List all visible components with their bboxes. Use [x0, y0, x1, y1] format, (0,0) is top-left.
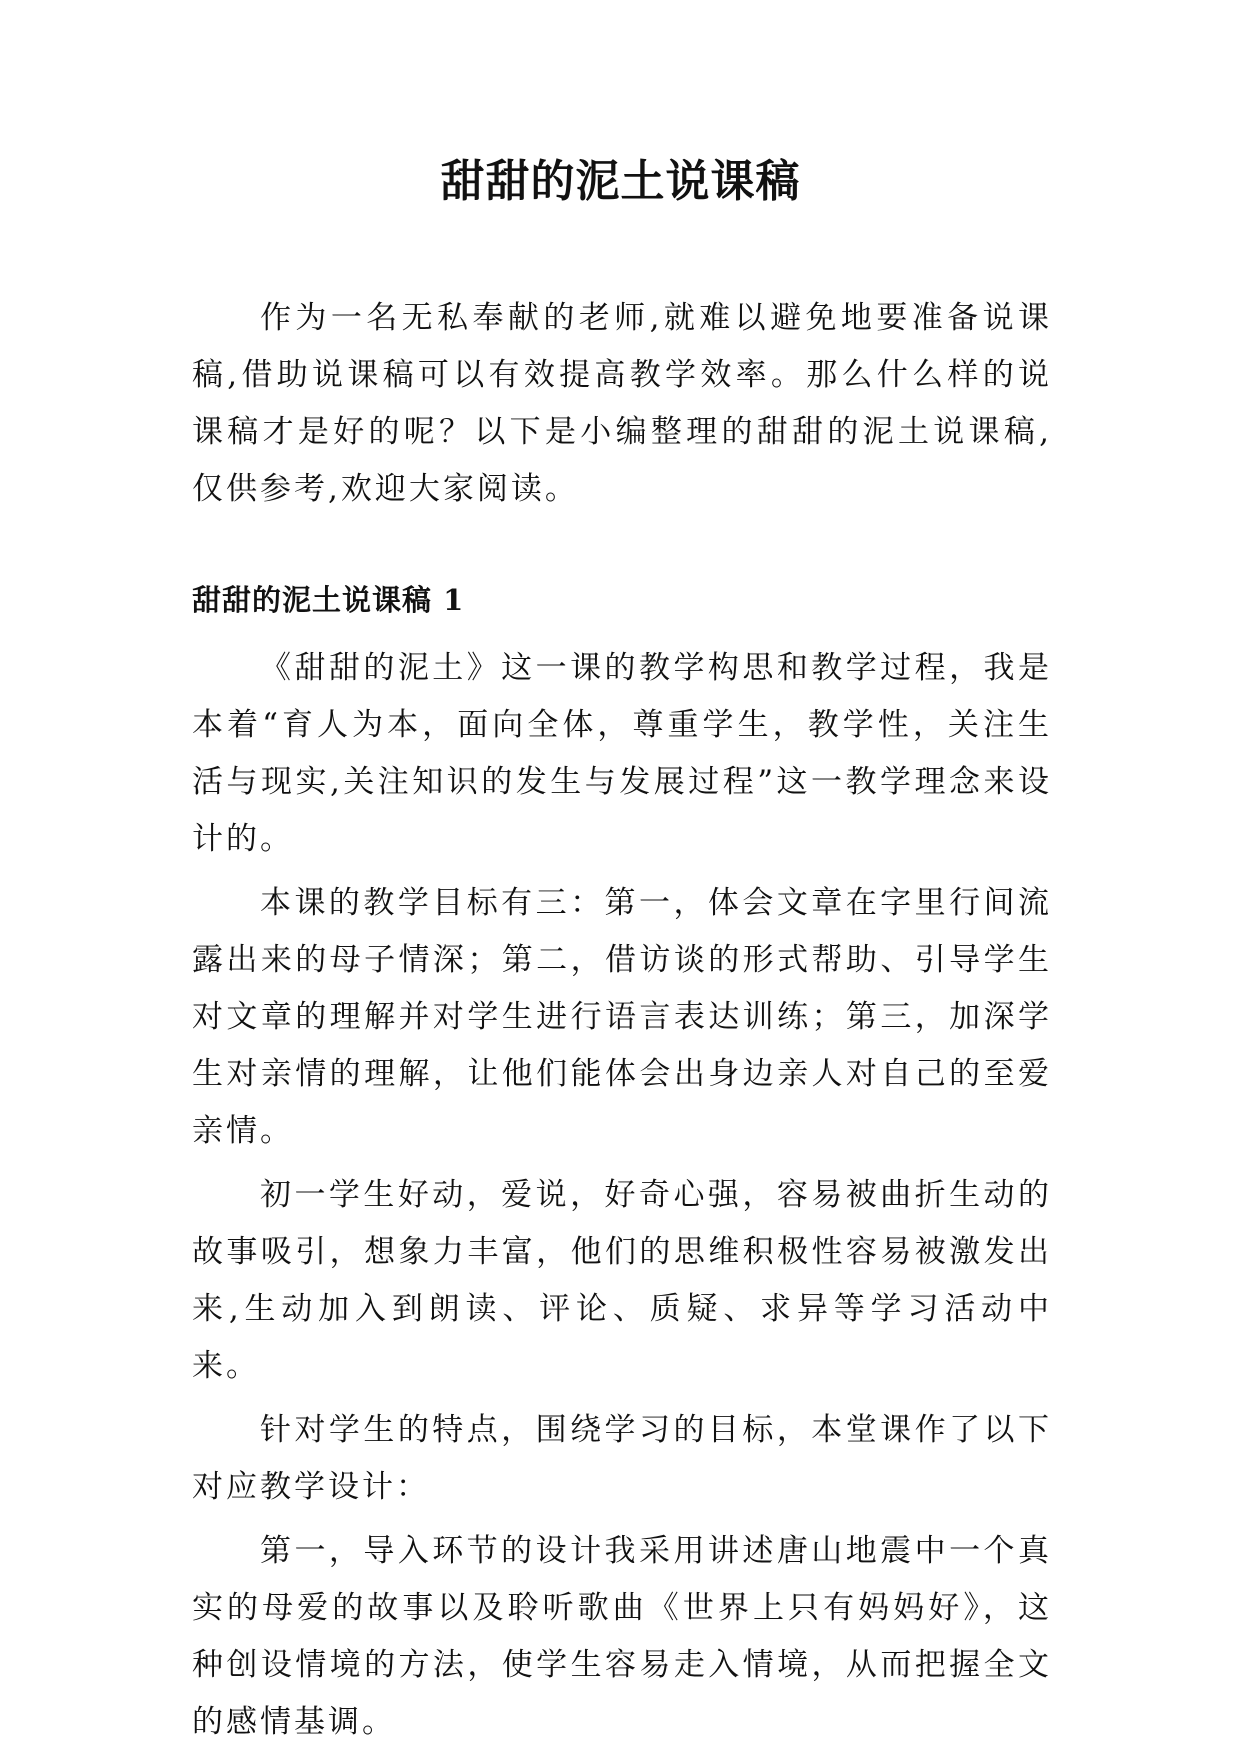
section-paragraph: 本课的教学目标有三：第一，体会文章在字里行间流露出来的母子情深；第二，借访谈的形式帮助、引导学生对文章的理解并对学生进行语言表达训练；第三，加深学生对亲情的理解，让他们能体会出身边亲人对自己的至爱亲情。	[192, 885, 1052, 1149]
section-paragraph: 《甜甜的泥土》这一课的教学构思和教学过程，我是本着“育人为本，面向全体，尊重学生，教学性，关注生活与现实,关注知识的发生与发展过程”这一教学理念来设计的。	[192, 650, 1052, 857]
section-paragraph: 针对学生的特点，围绕学习的目标，本堂课作了以下对应教学设计：	[192, 1412, 1052, 1505]
document-title: 甜甜的泥土说课稿	[440, 156, 801, 207]
section-paragraph: 初一学生好动，爱说，好奇心强，容易被曲折生动的故事吸引，想象力丰富，他们的思维积极性容易被激发出来,生动加入到朗读、评论、质疑、求异等学习活动中来。	[192, 1177, 1052, 1384]
intro-paragraph: 作为一名无私奉献的老师,就难以避免地要准备说课稿,借助说课稿可以有效提高教学效率。那么什么样的说课稿才是好的呢？以下是小编整理的甜甜的泥土说课稿,仅供参考,欢迎大家阅读。	[192, 300, 1052, 507]
section-heading: 甜甜的泥土说课稿 1	[192, 583, 465, 617]
section-paragraph: 第一，导入环节的设计我采用讲述唐山地震中一个真实的母爱的故事以及聆听歌曲《世界上只有妈妈好》，这种创设情境的方法，使学生容易走入情境，从而把握全文的感情基调。	[192, 1533, 1052, 1740]
section-body	[192, 640, 1052, 1758]
